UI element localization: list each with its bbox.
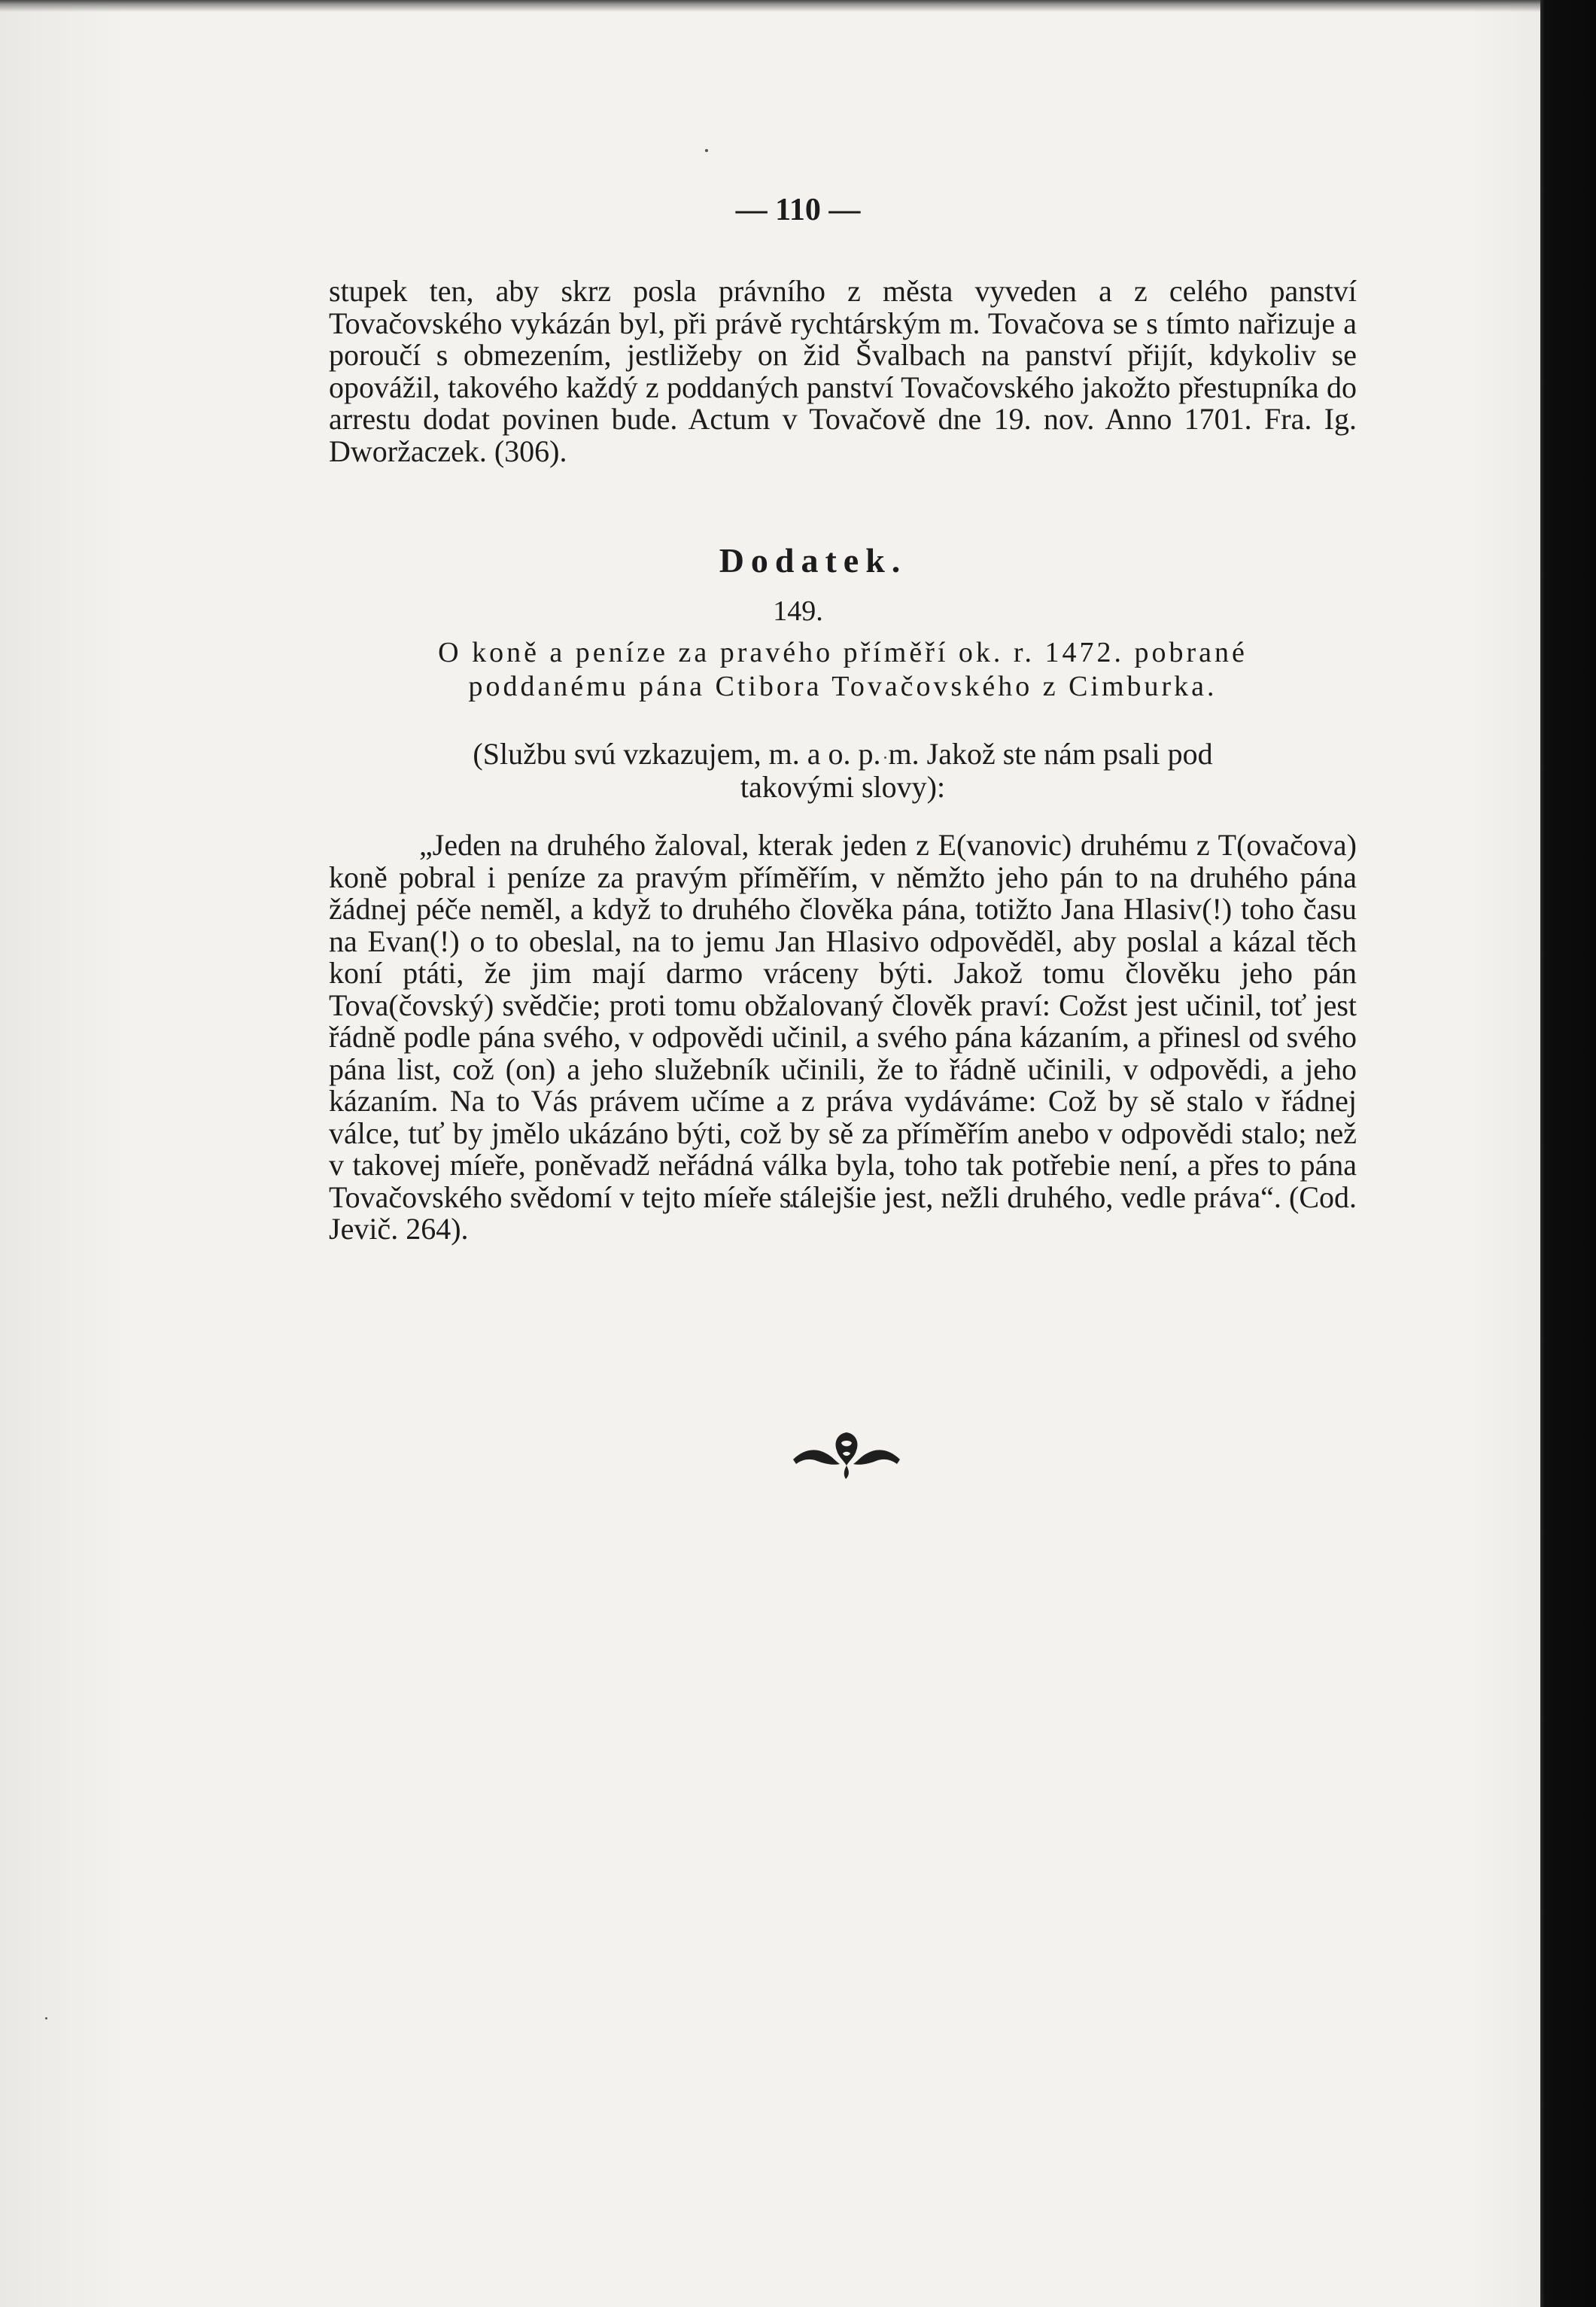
entry-body [329,829,1357,1246]
entry-intro-line-2: takovými slovy): [740,770,946,804]
dust-speck [45,2017,47,2019]
floral-fleuron-icon [790,1426,903,1481]
page-top-edge [0,0,1540,12]
section-heading: Dodatek. [719,541,907,580]
entry-number: 149. [773,595,823,627]
page-number: — 110 — [735,193,861,227]
entry-title-line-2: poddanému pána Ctibora Tovačovského z Cimburka. [468,671,1218,702]
entry-body-text: „Jeden na druhého žaloval, kterak jeden z E(vanovic) druhému z T(ovačova) koně pobral i peníze za pravým příměřím, v němžto jeho pán to na druhého pána žádnej péče neměl, a když to druhého člověka pána, totižto Jana Hlasiv(!) toho času na Evan(!) o to obeslal, na to jemu Jan Hlasivo odpověděl, aby poslal a kázal těch koní ptáti, že jim mají darmo vráceny býti. Jakož tomu člověku jeho pán Tova(čovský) svědčie; proti tomu obžalovaný člověk praví: Cožst jest učinil, toť jest řádně podle pána svého, v odpovědi učinil, a svého pána kázaním, a přinesl od svého pána list, což (on) a jeho služebník učinili, že to řádně učinili, v odpovědi, a jeho kázaním. Na to Vás právem učíme a z práva vydáváme: Což by sě stalo v řádnej válce, tuť by jmělo ukázáno býti, což by sě za příměřím anebo v odpovědi stalo; než v takovej míeře, poněvadž neřádná válka byla, toho tak potřebie není, a přes to pána Tovačovského svědomí v tejto míeře stálejšie jest, nežli druhého, vedle práva“. (Cod. Jevič. 264). [329,828,1357,1246]
entry-title-line-1: O koně a peníze za pravého příměří ok. r. 1472. pobrané [438,637,1248,668]
entry-intro [329,738,1357,804]
entry-title [331,636,1354,704]
continuation-text: stupek ten, aby skrz posla právního z města vyveden a z celého panství Tovačovského vykázán byl, při právě rychtárským m. Tovačova se s tímto nařizuje a poroučí s obmezením, jestližeby on žid Švalbach na panství přijít, kdykoliv se opovážil, takového každý z poddaných panství Tovačovského jakožto přestupníka do arrestu dodat povinen bude. Actum v Tovačově dne 19. nov. Anno 1701. Fra. Ig. Dworžaczek. (306). [329,274,1357,468]
dust-speck [705,149,708,152]
entry-intro-line-1: (Službu svú vzkazujem, m. a o. p. m. Jakož ste nám psali pod [473,737,1213,771]
page-right-edge [1540,0,1596,2307]
continuation-paragraph [329,275,1357,467]
